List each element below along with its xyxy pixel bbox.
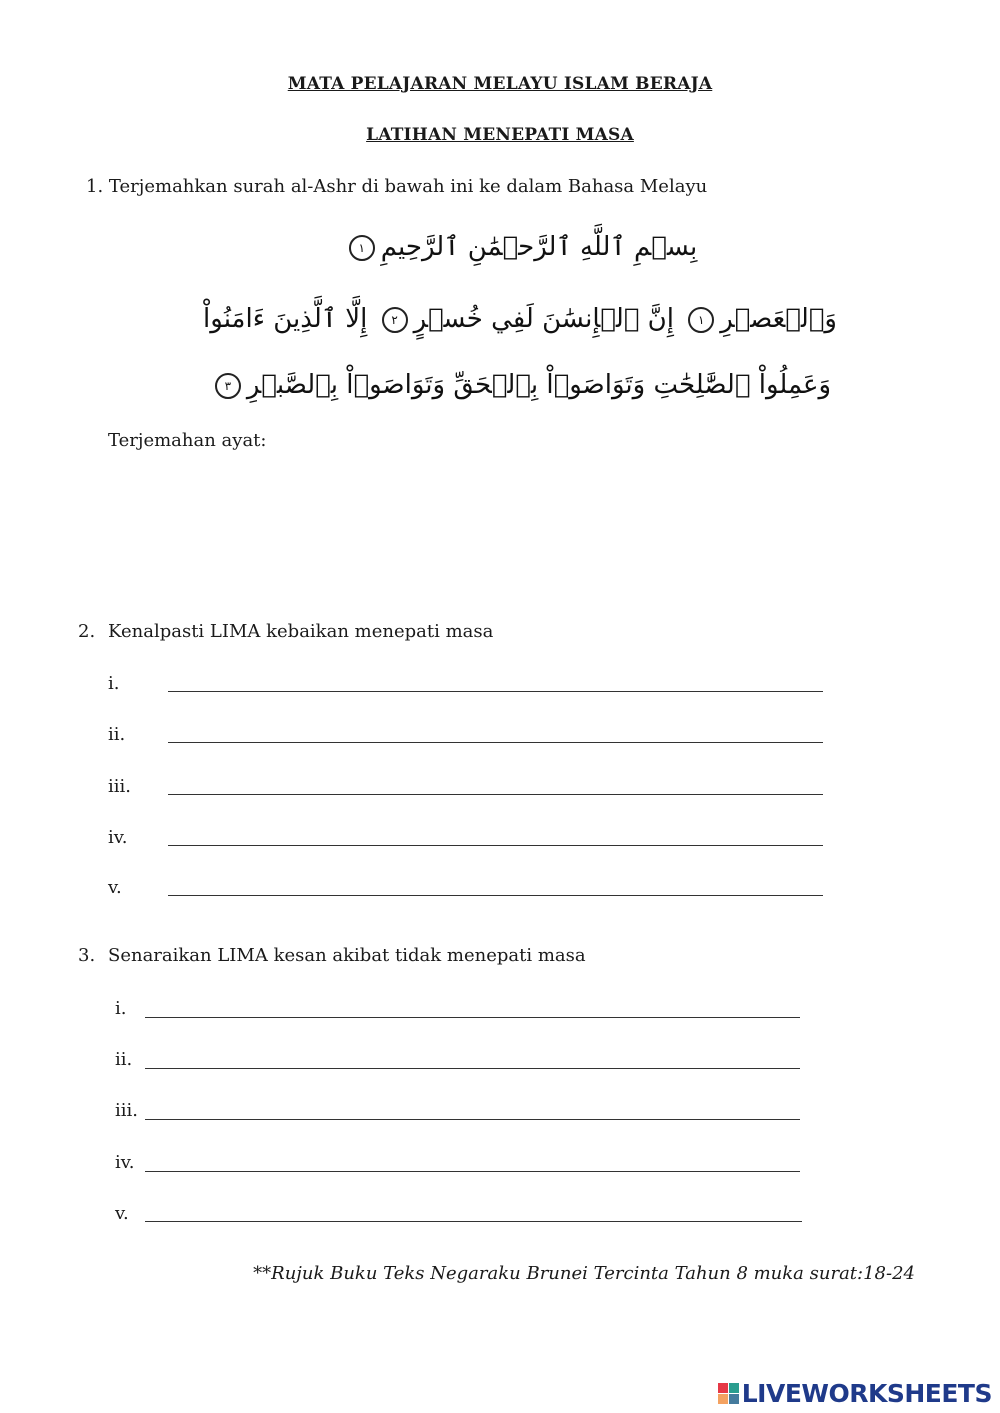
verse-1-text: وَٱلۡعَصۡرِ [720,304,837,334]
question-2-number: 2. [78,621,96,642]
ayah-number-icon: ١ [349,235,375,261]
q2-answer-line-3[interactable] [168,794,823,795]
q3-item-2-label: ii. [115,1049,133,1070]
question-3-text: Senaraikan LIMA kesan akibat tidak menepati masa [108,945,586,966]
verse-3a-text: إِلَّا ٱلَّذِينَ ءَامَنُواْ [203,304,368,334]
question-3-number: 3. [78,945,96,966]
q3-answer-line-5[interactable] [145,1221,802,1222]
arabic-verse-line-3 [200,370,840,400]
basmala-text: بِسۡمِ ٱللَّهِ ٱلرَّحۡمَٰنِ ٱلرَّحِيمِ [380,232,698,262]
page-subtitle: LATIHAN MENEPATI MASA [366,125,634,145]
ayah-number-icon: ٣ [215,373,241,399]
q2-item-3-label: iii. [108,776,131,797]
q3-answer-line-2[interactable] [145,1068,800,1069]
brand-name: LIVEWORKSHEETS [741,1378,992,1408]
q2-item-1-label: i. [108,673,120,694]
q3-item-1-label: i. [115,998,127,1019]
q3-answer-line-4[interactable] [145,1171,800,1172]
reference-footnote: **Rujuk Buku Teks Negaraku Brunei Tercinta Tahun 8 muka surat:18-24 [253,1263,915,1284]
liveworksheets-logo[interactable] [718,1379,992,1407]
q2-answer-line-5[interactable] [168,895,823,896]
verse-3b-text: وَعَمِلُواْ ٱلصَّٰلِحَٰتِ وَتَوَاصَوۡاْ بِٱلۡحَقِّ وَتَوَاصَوۡاْ بِٱلصَّبۡرِ [246,370,832,400]
q3-answer-line-1[interactable] [145,1017,800,1018]
page-title: MATA PELAJARAN MELAYU ISLAM BERAJA [287,74,713,94]
translation-label: Terjemahan ayat: [108,430,267,451]
question-1-text: 1. Terjemahkan surah al-Ashr di bawah ini ke dalam Bahasa Melayu [86,176,708,197]
q3-item-4-label: iv. [115,1152,135,1173]
q3-answer-line-3[interactable] [145,1119,800,1120]
q2-item-2-label: ii. [108,724,126,745]
q3-item-5-label: v. [115,1203,129,1224]
liveworksheets-logo-icon [718,1383,739,1404]
q2-item-4-label: iv. [108,827,128,848]
arabic-verse-line-2 [200,304,840,334]
verse-2-text: إِنَّ ٱلۡإِنسَٰنَ لَفِي خُسۡرٍ [413,304,674,334]
q2-answer-line-2[interactable] [168,742,823,743]
q2-item-5-label: v. [108,877,122,898]
ayah-number-icon: ٢ [382,307,408,333]
q2-answer-line-4[interactable] [168,845,823,846]
arabic-basmala [200,232,840,262]
q3-item-3-label: iii. [115,1100,138,1121]
question-2-text: Kenalpasti LIMA kebaikan menepati masa [108,621,494,642]
q2-answer-line-1[interactable] [168,691,823,692]
ayah-number-icon: ١ [688,307,714,333]
